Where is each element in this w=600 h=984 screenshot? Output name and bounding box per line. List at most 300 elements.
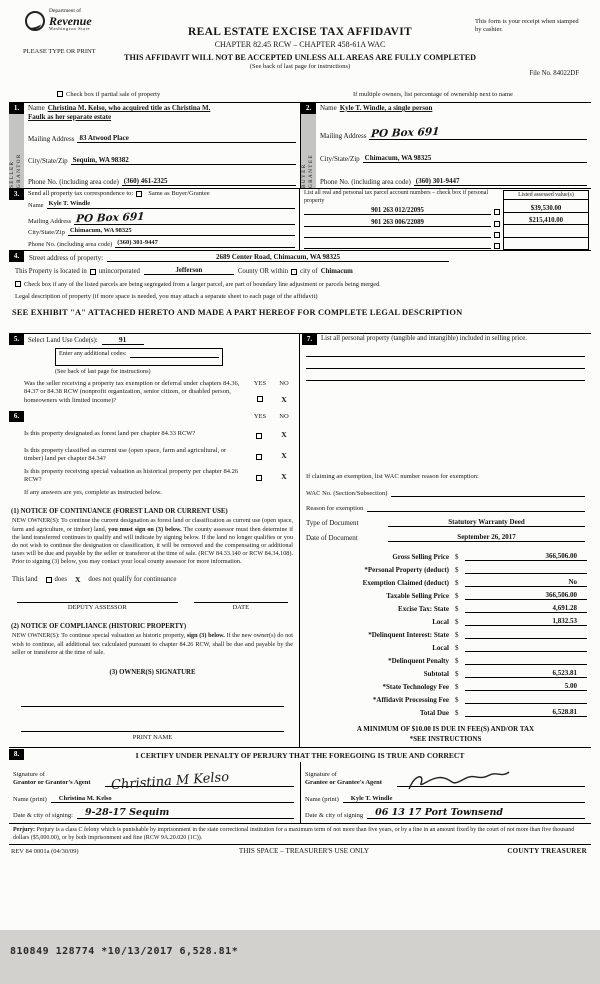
grantor-date-city-row [13, 805, 294, 819]
print-name-label: PRINT NAME [132, 734, 173, 741]
q3-no-x: X [281, 471, 287, 481]
money-row-delinquent-interest-local [302, 639, 587, 652]
assessed-value: $39,530.00 [504, 200, 588, 213]
see-back-note: (See back of last page for instructions) [249, 63, 351, 70]
deferral-question-row [9, 380, 296, 405]
county-or-within-label: County OR within [237, 268, 289, 276]
money-label: Subtotal [423, 670, 449, 678]
buyer-phone-value: (360) 301-9447 [414, 177, 587, 186]
city-value: Chimacum [320, 268, 353, 276]
land-use-label: Select Land Use Code(s): [28, 337, 98, 344]
perjury-text: Perjury is a class C felony which is punishable by imprisonment in the state correctional institution for a maximum term of not more than five years, or by a fine in an amount fixed by the court of not more than five thousand dollars ($5,000.00), or by both imprisonment and fine (RCW 9A.20.020 (1C)). [13, 827, 575, 842]
buyer-mailing-handwritten: PO Box 691 [371, 125, 441, 141]
perjury-bold-label: Perjury: [13, 827, 35, 833]
city-of-label: city of [300, 268, 318, 276]
money-value [465, 695, 587, 704]
corr-mailing-field [28, 212, 295, 225]
does-not-label: does not qualify for continuance [88, 576, 177, 584]
dor-logo [25, 9, 92, 32]
parcel-list [304, 190, 503, 250]
notice-compliance-body [12, 632, 293, 657]
parcel-row [304, 228, 503, 239]
left-column [9, 334, 300, 747]
lower-columns [9, 333, 591, 747]
money-label: Excise Tax: State [398, 605, 449, 613]
partial-sale-option [57, 91, 160, 98]
street-address-label: Street address of property: [29, 254, 104, 262]
section-5-header [9, 334, 296, 345]
unincorporated-label: unincorporated [98, 268, 140, 276]
header-center [124, 26, 476, 70]
additional-codes-blank [130, 350, 219, 358]
forest-land-question-text: Is this property designated as forest land per chapter 84.33 RCW? [24, 430, 196, 438]
section-4-number: 4. [9, 251, 24, 262]
corr-mailing-handwritten: PO Box 691 [75, 210, 145, 225]
seller-buyer-sections [9, 102, 591, 188]
certify-row [9, 748, 591, 762]
notice-continuance-title: (1) NOTICE OF CONTINUANCE (FOREST LAND OR CURRENT USE) [11, 508, 228, 516]
parcel-personal-checkbox [494, 232, 500, 238]
continuance-qualify-line [12, 575, 293, 584]
parcel-row [304, 239, 503, 250]
corr-phone-field [28, 239, 295, 248]
q2-yes-checkbox [256, 454, 262, 460]
section-3-edge [9, 189, 24, 250]
section-6-header [9, 411, 296, 422]
partial-sale-label: Check box if partial sale of property [66, 91, 161, 98]
money-row-total-due [302, 704, 587, 717]
q3-yes-checkbox [256, 475, 262, 481]
footer-row [9, 845, 591, 855]
seller-phone-label: Phone No. (including area code) [28, 178, 119, 186]
deferral-question-text: Was the seller receiving a property tax exemption or deferral under chapters 84.36, 84.37 or 84.38 RCW (nonprofit organization, senior citizen, or disabled person, homeowners with limited income)? [24, 380, 240, 404]
see-instructions-text: *SEE INSTRUCTIONS [409, 735, 482, 743]
section-2-number: 2. [301, 103, 316, 114]
money-label: Local [432, 618, 449, 626]
corr-csz-label: City/State/Zip [28, 229, 65, 237]
money-label: *Delinquent Interest: State [368, 631, 449, 639]
buyer-name-label: Name [320, 104, 337, 112]
money-label: *State Technology Fee [382, 683, 449, 691]
corr-phone-label: Phone No. (including area code) [28, 241, 113, 248]
yes-label: YES [253, 413, 267, 421]
money-label: Total Due [419, 709, 449, 717]
forest-land-question [9, 425, 296, 443]
section-7-header [302, 334, 589, 345]
does-label: does [54, 576, 67, 584]
money-row-taxable-selling-price [302, 587, 587, 600]
corr-name-field [28, 200, 295, 209]
grantee-name-print-value: Kyle T. Windle [343, 795, 585, 803]
name-print-label: Name (print) [305, 796, 339, 803]
please-type-label: PLEASE TYPE OR PRINT [23, 48, 96, 55]
notice-continuance-bold: you must sign on (3) below. [108, 525, 182, 533]
cashier-stamp-text: 810849 128774 *10/13/2017 6,528.81* [10, 946, 239, 957]
grantor-signature-handwritten: Christina M Kelso [110, 769, 230, 794]
money-value: 5.00 [465, 682, 587, 691]
corr-name-label: Name [28, 201, 44, 209]
current-use-question [9, 446, 296, 464]
money-row-gross-selling-price [302, 548, 587, 561]
money-label: *Affidavit Processing Fee [372, 696, 449, 704]
grantee-signature-block [300, 762, 591, 823]
grantor-signature-block [9, 762, 300, 823]
money-value: No [465, 578, 587, 587]
dollar-sign: $ [455, 553, 459, 561]
grantee-date-city-value: 06 13 17 Port Townsend [367, 807, 585, 819]
correspondence-left [9, 189, 300, 250]
dollar-sign: $ [455, 605, 459, 613]
located-pre-label: This Property is located in [15, 268, 87, 276]
buyer-csz-field [320, 154, 587, 163]
logo-department-of: Department of [49, 8, 81, 14]
buyer-name-field [320, 104, 587, 113]
money-row-exemption-claimed [302, 574, 587, 587]
grantor-date-city-value: 9-28-17 Sequim [77, 807, 294, 819]
form-title: REAL ESTATE EXCISE TAX AFFIDAVIT [188, 26, 412, 38]
current-use-answer [248, 446, 296, 464]
buyer-mailing-label: Mailing Address [320, 131, 367, 140]
document-type-row [306, 518, 585, 527]
does-checkbox [46, 577, 52, 583]
seller-csz-value: Sequim, WA 98382 [71, 156, 296, 165]
section-5-see-back: (See back of last page for instructions) [55, 368, 151, 375]
signature-halves [9, 762, 591, 823]
same-as-buyer-checkbox [136, 191, 142, 197]
q1-yes-checkbox [256, 433, 262, 439]
section-4-property [9, 250, 591, 302]
street-address-value: 2689 Center Road, Chimacum, WA 98325 [107, 253, 449, 262]
section-1-number: 1. [9, 103, 24, 114]
section-6 [9, 411, 296, 741]
parcel-number: 901 263 006/22089 [304, 219, 491, 227]
money-label: *Personal Property (deduct) [364, 566, 449, 574]
does-option [46, 576, 67, 583]
parcel-personal-checkbox [494, 209, 500, 215]
forest-land-answer [248, 425, 296, 443]
owners-signature-title: (3) OWNER(S) SIGNATURE [109, 669, 196, 676]
signature-of-label: Signature of [305, 770, 337, 778]
buyer-phone-label: Phone No. (including area code) [320, 177, 411, 186]
additional-codes-box [55, 348, 223, 366]
grantee-signature-row [305, 763, 585, 787]
corr-phone-value: (360) 301-9447 [115, 239, 295, 248]
correspondence-fields [24, 189, 299, 250]
money-value: 366,506.00 [465, 552, 587, 561]
document-date-row [306, 533, 585, 542]
section-2-buyer [300, 103, 591, 188]
treasurer-blank-space [9, 855, 591, 881]
buyer-csz-value: Chimacum, WA 98325 [363, 154, 587, 163]
county-treasurer-label: COUNTY TREASURER [507, 847, 587, 856]
section-7-spacer [302, 381, 589, 471]
treasurer-space-label: THIS SPACE – TREASURER'S USE ONLY [238, 847, 370, 856]
dollar-sign: $ [455, 683, 459, 691]
seller-strip-word: SELLER [9, 160, 16, 188]
grantee-date-city-row [305, 805, 585, 819]
buyer-fields [316, 103, 591, 188]
segregated-row [9, 281, 589, 288]
notice-compliance-bold: sign (3) below. [186, 632, 225, 640]
send-correspondence-label: Send all property tax correspondence to: [28, 190, 134, 197]
q1-no-x: X [281, 429, 287, 439]
exemption-reason-label: Reason for exemption [306, 505, 364, 512]
located-in-row [9, 267, 589, 275]
segregated-label: Check box if any of the listed parcels are being segregated from a larger parcel, are part of boundary line adjustment or parcels being merged. [24, 280, 381, 288]
land-use-code-value: 91 [102, 335, 144, 345]
q1-yes-cell [248, 425, 272, 443]
grantor-signature-label [13, 771, 105, 787]
unincorporated-checkbox [90, 269, 96, 275]
wac-number-blank [391, 488, 585, 497]
parcel-row [304, 205, 503, 216]
corr-csz-field [28, 227, 295, 236]
money-value [465, 643, 587, 652]
seller-mailing-value: 83 Atwood Place [77, 134, 296, 143]
buyer-name-value: Kyle T. Windle, a single person [339, 104, 433, 112]
revenue-emblem-icon [25, 11, 45, 31]
money-row-state-technology-fee [302, 678, 587, 691]
dollar-sign: $ [455, 670, 459, 678]
section-5-number: 5. [9, 334, 24, 345]
parcel-personal-checkbox [494, 243, 500, 249]
dor-logo-text [49, 9, 92, 32]
logo-revenue: Revenue [49, 13, 92, 28]
grantee-name-print-row [305, 789, 585, 803]
parcel-list-header: List all real and personal tax parcel account numbers – check box if personal property [304, 190, 489, 204]
personal-property-label: List all personal property (tangible and intangible) included in selling price. [321, 335, 527, 342]
notice-compliance-title: (2) NOTICE OF COMPLIANCE (HISTORIC PROPERTY) [11, 623, 187, 631]
money-value: 6,528.81 [465, 708, 587, 717]
deputy-date-line: DATE [194, 602, 288, 611]
file-number: File No. 84022DF [529, 70, 579, 77]
multiple-owners-note: If multiple owners, list percentage of ownership next to name [353, 91, 513, 98]
section-3-number: 3. [9, 189, 24, 200]
money-row-subtotal [302, 665, 587, 678]
q2-yes-cell [248, 446, 272, 464]
q2-no-x: X [281, 450, 287, 460]
section-8-certification [9, 747, 591, 824]
exemption-reason-blank [367, 503, 585, 512]
deputy-assessor-row [17, 602, 288, 611]
money-value: 6,523.81 [465, 669, 587, 678]
deputy-assessor-line: DEPUTY ASSESSOR [17, 602, 178, 611]
parcel-row [304, 216, 503, 227]
warning-line: THIS AFFIDAVIT WILL NOT BE ACCEPTED UNLESS ALL AREAS ARE FULLY COMPLETED [124, 53, 477, 62]
seller-mailing-field [28, 134, 296, 143]
seller-mailing-label: Mailing Address [28, 135, 75, 143]
segregated-checkbox [15, 281, 21, 287]
no-label: NO [279, 413, 289, 421]
money-value [465, 630, 587, 639]
name-print-label: Name (print) [13, 796, 47, 803]
buyer-csz-label: City/State/Zip [320, 154, 360, 163]
grantor-signature-area [105, 763, 294, 794]
assessed-value: $215,410.00 [504, 213, 588, 226]
dollar-sign: $ [455, 618, 459, 626]
legal-description-label: Legal description of property (if more space is needed, you may attach a separate sheet to each page of the affidavit) [15, 292, 318, 300]
historic-property-question-text: Is this property receiving special valuation as historical property per chapter 84.26 RCW? [24, 467, 239, 484]
exhibit-a-statement: SEE EXHIBIT "A" ATTACHED HERETO AND MADE A PART HEREOF FOR COMPLETE LEGAL DESCRIPTION [12, 308, 463, 317]
document-type-label: Type of Document [306, 519, 359, 527]
minimum-due-note [302, 725, 589, 743]
buyer-phone-field [320, 177, 587, 186]
tax-computation [302, 548, 587, 717]
parcel-number [304, 241, 491, 249]
q3-yes-cell [248, 467, 272, 485]
money-value [465, 565, 587, 574]
section-7-column [300, 334, 591, 747]
grantee-signature-label [305, 771, 397, 787]
no-label: NO [279, 380, 289, 387]
grantor-agent-label: Grantor or Grantor's Agent [13, 778, 91, 786]
current-use-question-text: Is this property classified as current use (open space, farm and agricultural, or timber) land per chapter 84.34? [24, 446, 227, 463]
same-as-buyer-label: Same as Buyer/Grantee [148, 190, 210, 197]
this-land-label: This land [12, 576, 38, 584]
wac-number-row [306, 488, 585, 497]
notice-continuance-body [12, 517, 293, 566]
personal-property-blank-line [306, 357, 585, 369]
does-not-x: X [74, 575, 81, 585]
assessed-value [504, 225, 588, 238]
grantor-signature-row [13, 763, 294, 794]
parcel-personal-checkbox [494, 221, 500, 227]
exemption-note: If claiming an exemption, list WAC number reason for exemption: [306, 473, 479, 480]
owners-signature-line [21, 706, 284, 707]
signature-of-label: Signature of [13, 770, 45, 778]
historic-property-answer [248, 467, 296, 485]
buyer-edge [301, 103, 316, 188]
deferral-yes-cell [248, 396, 272, 403]
chapter-subtitle: CHAPTER 82.45 RCW – CHAPTER 458-61A WAC [214, 40, 386, 49]
logo-washington-state: Washington State [49, 26, 91, 32]
grantee-signature-area [397, 763, 585, 787]
dollar-sign: $ [455, 644, 459, 652]
section-1-seller [9, 103, 300, 188]
personal-property-blank-line [306, 369, 585, 381]
money-row-excise-tax-local [302, 613, 587, 626]
seller-csz-label: City/State/Zip [28, 156, 68, 165]
grantee-agent-label: Grantee or Grantee's Agent [305, 778, 382, 786]
partial-sale-checkbox [57, 91, 63, 97]
notice-continuance-text-1: NEW OWNER(S): To continue the current designation as forest land or classification as current use (open space, farm and agriculture, or timber) land, [12, 517, 293, 533]
notice-compliance-text-2: If the new owner(s) do not wish to continue, all additional tax calculated pursuant to chapter 84.26 RCW, shall be due and payable by the seller or transferor at the time of sale. [12, 632, 294, 656]
parcel-number [304, 230, 491, 238]
money-row-personal-property [302, 561, 587, 574]
grantee-strip-word: GRANTEE [308, 153, 314, 188]
document-date-value: September 26, 2017 [388, 533, 585, 542]
money-label: Exemption Claimed (deduct) [362, 579, 449, 587]
section-7-number: 7. [302, 334, 317, 345]
notice-compliance-text-1: NEW OWNER(S): To continue special valuation as historic property, [12, 632, 186, 640]
perjury-paragraph [9, 824, 591, 845]
historic-property-question [9, 467, 296, 485]
money-value: 4,691.28 [465, 604, 587, 613]
city-of-checkbox [291, 269, 297, 275]
dollar-sign: $ [455, 696, 459, 704]
section-3-correspondence [9, 188, 591, 250]
street-address-row [9, 251, 589, 262]
document-date-label: Date of Document [306, 534, 358, 542]
dollar-sign: $ [455, 657, 459, 665]
dollar-sign: $ [455, 709, 459, 717]
deferral-no-x: X [281, 395, 287, 404]
money-label: *Delinquent Penalty [388, 657, 449, 665]
grantor-date-city-label: Date & city of signing: [13, 812, 73, 819]
money-label: Local [432, 644, 449, 652]
money-value [465, 656, 587, 665]
parcel-number: 901 263 012/22095 [304, 207, 491, 215]
partial-sale-row [9, 90, 591, 102]
grantor-name-print-value: Christina M. Kelso [51, 795, 294, 803]
county-value: Jefferson [144, 267, 234, 275]
buyer-mailing-value [369, 127, 587, 140]
minimum-due-text: A MINIMUM OF $10.00 IS DUE IN FEE(S) AND/OR TAX [356, 725, 535, 733]
seller-fields [24, 103, 300, 188]
buyer-strip-word: BUYER [301, 163, 308, 188]
deferral-yes-checkbox [257, 396, 263, 402]
seller-name-label: Name [28, 104, 45, 112]
exemption-reason-row [306, 503, 585, 512]
certify-statement: I CERTIFY UNDER PENALTY OF PERJURY THAT THE FOREGOING IS TRUE AND CORRECT [135, 751, 465, 760]
corr-mailing-value [74, 212, 295, 225]
dollar-sign: $ [455, 631, 459, 639]
section-8-number: 8. [9, 749, 24, 760]
parcel-area [300, 189, 591, 250]
additional-codes-label: Enter any additional codes: [59, 350, 127, 357]
seller-grantor-strip [9, 114, 24, 188]
section-6-number: 6. [9, 411, 24, 422]
seller-name-field [28, 104, 228, 122]
money-label: Taxable Selling Price [386, 592, 449, 600]
deferral-answer-marks [248, 395, 296, 404]
dollar-sign: $ [455, 566, 459, 574]
dollar-sign: $ [455, 592, 459, 600]
grantor-name-print-row [13, 789, 294, 803]
corr-csz-value: Chimacum, WA 98325 [68, 227, 295, 236]
yes-no-header [248, 380, 296, 387]
print-name-line [21, 731, 284, 732]
money-value: 366,506.00 [465, 591, 587, 600]
deferral-yes-no-block [248, 380, 296, 405]
yes-label: YES [253, 380, 267, 387]
money-row-excise-tax-state [302, 600, 587, 613]
corr-name-value: Kyle T. Windle [47, 200, 295, 209]
personal-property-blank-line [306, 345, 585, 357]
assessed-value-header: Listed assessed value(s) [504, 190, 588, 200]
scan-bottom-strip [0, 930, 600, 984]
document-type-value: Statutory Warranty Deed [388, 518, 585, 527]
form-header [9, 6, 591, 90]
receipt-note: This form is your receipt when stamped by cashier. [475, 18, 579, 34]
seller-edge [9, 103, 24, 188]
wac-number-label: WAC No. (Section/Subsection) [306, 490, 388, 497]
seller-phone-field [28, 177, 296, 186]
rev-form-number: REV 84 0001a (04/30/09) [11, 847, 79, 855]
seller-name-value: Christina M. Kelso, who acquired title as Christina M. Faulk as her separate estate [28, 104, 211, 121]
answers-yes-note: If any answers are yes, complete as instructed below. [24, 489, 162, 497]
notice-continuance-text-2: The county assessor must then determine if the land transferred continues to qualify and will indicate by signing below. If the land no longer qualifies or you do not wish to continue the designation or classification, it will be removed and the compensating or additional taxes will be due and payable by the seller or transferor at the time of sale. (RCW 84.33.140 or RCW 84.34.108). Prior to signing (3) below, you may contact your local county assessor for more information. [12, 525, 294, 566]
buyer-mailing-field [320, 127, 587, 140]
money-label: Gross Selling Price [392, 553, 449, 561]
send-correspondence-row [28, 190, 295, 197]
seller-csz-field [28, 156, 296, 165]
corr-mailing-label: Mailing Address [28, 217, 72, 225]
grantee-date-city-label: Date & city of signing [305, 812, 364, 819]
yes-no-header [248, 413, 296, 420]
buyer-grantee-strip [301, 114, 316, 188]
money-row-delinquent-penalty [302, 652, 587, 665]
